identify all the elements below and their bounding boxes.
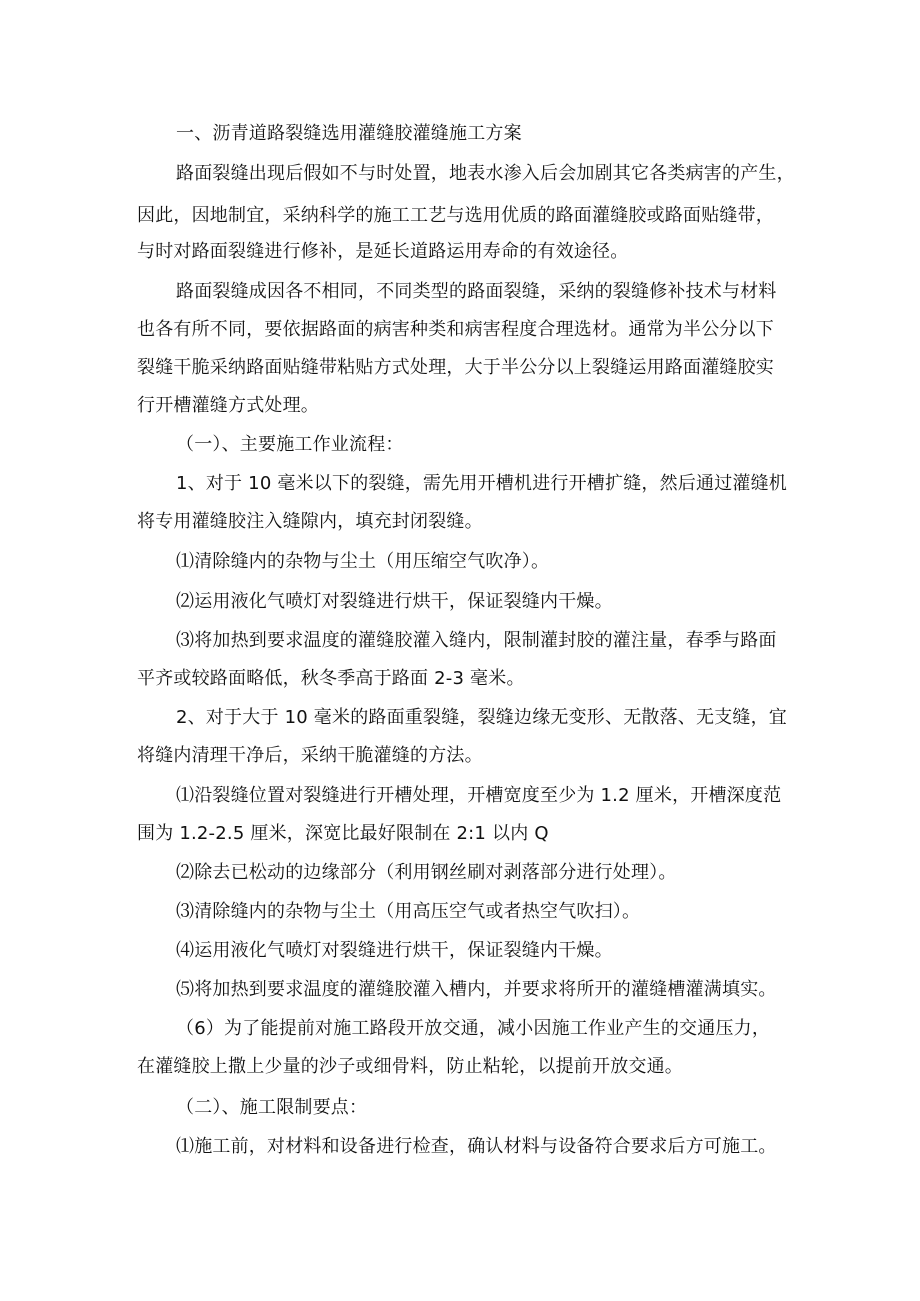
list-item: ⑷运用液化气喷灯对裂缝进行烘干，保证裂缝内干燥。 (176, 940, 613, 961)
subsection-heading: （一）、主要施工作业流程： (176, 434, 404, 455)
list-item: ⑶清除缝内的杂物与尘土（用高压空气或者热空气吹扫）。 (176, 901, 641, 922)
list-item-continuation: 在灌缝胶上撒上少量的沙子或细骨料，防止粘轮，以提前开放交通。 (137, 1056, 683, 1077)
list-item: ⑴施工前，对材料和设备进行检查，确认材料与设备符合要求后方可施工。 (176, 1136, 777, 1157)
paragraph-line: 行开槽灌缝方式处理。 (137, 395, 319, 416)
paragraph-line: 也各有所不同，要依据路面的病害种类和病害程度合理选材。通常为半公分以下 (137, 319, 774, 340)
list-item: ⑸将加热到要求温度的灌缝胶灌入槽内，并要求将所开的灌缝槽灌满填实。 (176, 979, 777, 1000)
paragraph-line: 与时对路面裂缝进行修补，是延长道路运用寿命的有效途径。 (137, 241, 629, 262)
subsection-heading: （二）、施工限制要点： (176, 1097, 368, 1118)
paragraph-line: 将缝内清理干净后，采纳干脆灌缝的方法。 (137, 745, 483, 766)
paragraph-line: 1、对于 10 毫米以下的裂缝，需先用开槽机进行开槽扩缝，然后通过灌缝机 (176, 473, 787, 494)
list-item: （6）为了能提前对施工路段开放交通，减小因施工作业产生的交通压力， (176, 1018, 771, 1039)
paragraph-line: 路面裂缝出现后假如不与时处置，地表水渗入后会加剧其它各类病害的产生， (176, 163, 795, 184)
list-item-continuation: 围为 1.2-2.5 厘米，深宽比最好限制在 2:1 以内 Q (137, 823, 549, 844)
list-item: ⑴清除缝内的杂物与尘土（用压缩空气吹净）。 (176, 551, 550, 572)
paragraph-line: 路面裂缝成因各不相同，不同类型的路面裂缝，采纳的裂缝修补技术与材料 (176, 281, 777, 302)
paragraph-line: 2、对于大于 10 毫米的路面重裂缝，裂缝边缘无变形、无散落、无支缝，宜 (176, 707, 787, 728)
list-item: ⑵运用液化气喷灯对裂缝进行烘干，保证裂缝内干燥。 (176, 591, 613, 612)
section-heading: 一、沥青道路裂缝选用灌缝胶灌缝施工方案 (176, 123, 522, 144)
list-item: ⑵除去已松动的边缘部分（利用钢丝刷对剥落部分进行处理）。 (176, 862, 677, 883)
paragraph-line: 将专用灌缝胶注入缝隙内，填充封闭裂缝。 (137, 511, 483, 532)
paragraph-line: 因此，因地制宜，采纳科学的施工工艺与选用优质的路面灌缝胶或路面贴缝带， (137, 205, 774, 226)
list-item: ⑶将加热到要求温度的灌缝胶灌入缝内，限制灌封胶的灌注量，春季与路面 (176, 630, 777, 651)
list-item-continuation: 平齐或较路面略低，秋冬季高于路面 2-3 毫米。 (137, 668, 525, 689)
list-item: ⑴沿裂缝位置对裂缝进行开槽处理，开槽宽度至少为 1.2 厘米，开槽深度范 (176, 785, 782, 806)
paragraph-line: 裂缝干脆采纳路面贴缝带粘贴方式处理，大于半公分以上裂缝运用路面灌缝胶实 (137, 357, 774, 378)
